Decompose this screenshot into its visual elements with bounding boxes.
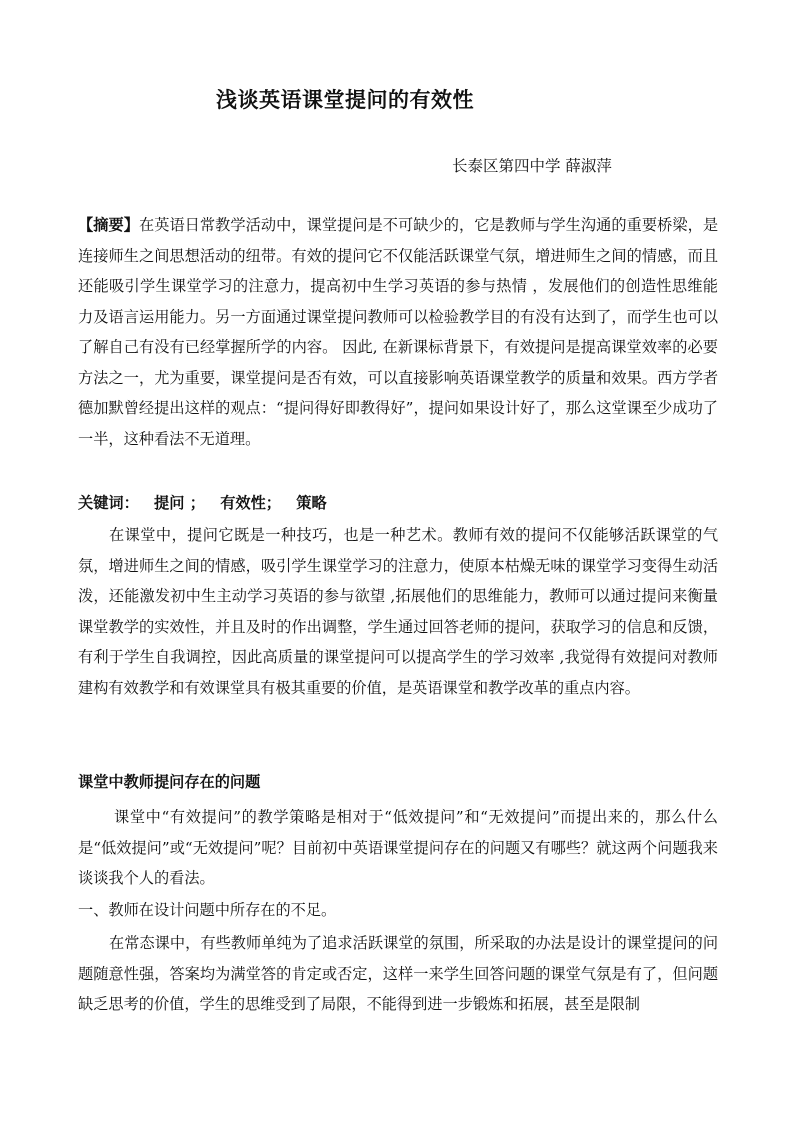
page-title: 浅谈英语课堂提问的有效性 bbox=[216, 87, 474, 112]
abstract-label: 【摘要】 bbox=[78, 216, 139, 234]
subsection-paragraph: 在常态课中，有些教师单纯为了追求活跃课堂的氛围，所采取的办法是设计的课堂提问的问题随意性强，答案均为满堂答的肯定或否定，这样一来学生回答问题的课堂气氛是有了，但问题缺乏思考的价值，学生的思维受到了局限，不能得到进一步锻炼和拓展，甚至是限制 bbox=[78, 934, 718, 1013]
keyword-item: 有效性； bbox=[220, 494, 281, 512]
section-heading: 课堂中教师提问存在的问题 bbox=[78, 773, 261, 791]
section-paragraph: 课堂中“有效提问”的教学策略是相对于“低效提问”和“无效提问”而提出来的，那么什么是“低效提问”或“无效提问”呢？目前初中英语课堂提问存在的问题又有哪些？就这两个问题我来谈谈我个人的看法。 bbox=[78, 808, 718, 887]
intro-paragraph: 在课堂中，提问它既是一种技巧，也是一种艺术。教师有效的提问不仅能够活跃课堂的气氛，增进师生之间的情感，吸引学生课堂学习的注意力，使原本枯燥无味的课堂学习变得生动活泼，还能激发初中生主动学习英语的参与欲望 ,拓展他们的思维能力，教师可以通过提问来衡量课堂教学的实效性，并且及时的作出调整，学生通过回答老师的提问，获取学习的信息和反馈，有利于学生自我调控，因此高质量的课堂提问可以提高学生的学习效率 ,我觉得有效提问对教师建构有效教学和有效课堂具有极其重要的价值，是英语课堂和教学改革的重点内容。 bbox=[78, 526, 718, 697]
section-subheading: 一、教师在设计问题中所存在的不足。 bbox=[78, 901, 337, 919]
abstract-text: 在英语日常教学活动中，课堂提问是不可缺少的，它是教师与学生沟通的重要桥梁，是连接师生之间思想活动的纽带。有效的提问它不仅能活跃课堂气氛，增进师生之间的情感，而且还能吸引学生课堂学习的注意力，提高初中生学习英语的参与热情 ，发展他们的创造性思维能力及语言运用能力。另一方面通过课堂提问教师可以检验教学目的有没有达到了，而学生也可以了解自己有没有已经掌握所学的内容。 因此, 在新课标背景下，有效提问是提高课堂效率的必要方法之一，尤为重要，课堂提问是否有效，可以直接影响英语课堂教学的质量和效果。西方学者德加默曾经提出这样的观点：“提问得好即教得好”，提问如果设计好了，那么这堂课至少成功了一半，这种看法不无道理。 bbox=[78, 216, 719, 448]
keyword-item: 提问 ； bbox=[154, 494, 205, 512]
keywords-label: 关键词： bbox=[78, 494, 139, 512]
keyword-item: 策略 bbox=[296, 494, 327, 512]
keywords-line bbox=[78, 492, 337, 513]
author-line: 长泰区第四中学 薛淑萍 bbox=[452, 157, 612, 175]
abstract-paragraph bbox=[78, 210, 718, 454]
